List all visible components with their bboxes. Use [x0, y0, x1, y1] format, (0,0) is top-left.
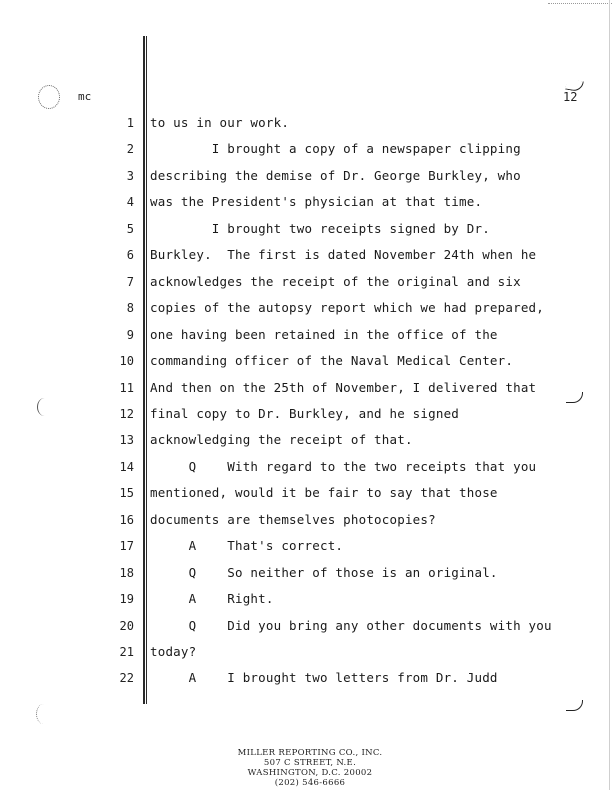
line-number: 21: [119, 645, 134, 659]
line-number: 2: [126, 142, 134, 157]
line-number: 18: [119, 565, 134, 580]
footer-company: MILLER REPORTING CO., INC.: [237, 748, 383, 758]
line-text: A Right.: [150, 591, 274, 607]
line-text: commanding officer of the Naval Medical Center.: [150, 353, 514, 369]
line-text: Q So neither of those is an original.: [150, 564, 498, 580]
line-number: 17: [119, 539, 134, 554]
line-number: 11: [119, 380, 134, 395]
line-text: final copy to Dr. Burkley, and he signed: [150, 405, 460, 421]
line-number: 12: [119, 406, 134, 421]
line-text: acknowledges the receipt of the original and six: [150, 273, 521, 289]
hole-punch-icon: [38, 85, 60, 109]
line-number: 6: [126, 248, 134, 263]
line-text: was the President's physician at that time.: [150, 194, 483, 210]
top-edge-mark: [548, 0, 612, 4]
line-number: 19: [119, 592, 134, 607]
line-text: copies of the autopsy report which we had prepared,: [150, 300, 545, 316]
line-number: 7: [126, 274, 134, 289]
line-number: 8: [126, 301, 134, 316]
line-number: 13: [119, 433, 134, 448]
line-number: 15: [119, 486, 134, 501]
line-number: 4: [126, 195, 134, 210]
footer-phone: (202) 546-6666: [274, 778, 346, 788]
margin-rule: [146, 36, 147, 704]
checkmark-icon: [566, 392, 583, 403]
footer-street: 507 C STREET, N.E.: [263, 758, 357, 768]
right-edge-line: [609, 0, 610, 790]
hole-punch-arc-icon: [37, 398, 52, 416]
line-number: 20: [119, 618, 134, 633]
line-text: A I brought two letters from Dr. Judd: [150, 670, 498, 686]
footer-city: WASHINGTON, D.C. 20002: [247, 768, 373, 778]
line-text: today?: [150, 644, 197, 659]
line-text: I brought a copy of a newspaper clipping: [150, 141, 521, 157]
line-text: describing the demise of Dr. George Burkley, who: [150, 167, 521, 183]
line-number: 9: [126, 327, 134, 342]
line-text: And then on the 25th of November, I delivered that: [150, 379, 537, 395]
line-text: one having been retained in the office of the: [150, 326, 498, 342]
hole-punch-arc-icon: [36, 704, 51, 724]
line-number: 16: [119, 512, 134, 527]
checkmark-icon: [566, 700, 583, 711]
line-text: mentioned, would it be fair to say that those: [150, 485, 498, 501]
line-text: A That's correct.: [150, 538, 344, 554]
line-text: to us in our work.: [150, 115, 290, 130]
line-text: I brought two receipts signed by Dr.: [150, 220, 490, 236]
line-text: Q With regard to the two receipts that you: [150, 458, 537, 474]
reporter-footer: [0, 748, 612, 788]
line-number: 22: [119, 671, 134, 686]
line-number: 1: [126, 116, 134, 130]
line-number: 5: [126, 221, 134, 236]
margin-rule: [143, 36, 145, 704]
reporter-initials: mc: [78, 90, 92, 103]
line-text: documents are themselves photocopies?: [150, 511, 436, 527]
page-number: 12: [563, 90, 578, 104]
line-text: acknowledging the receipt of that.: [150, 432, 413, 448]
line-number: 14: [119, 459, 134, 474]
line-number: 3: [126, 168, 134, 183]
line-number: 10: [119, 354, 134, 369]
line-text: Q Did you bring any other documents with you: [150, 617, 552, 633]
line-text: Burkley. The first is dated November 24th when he: [150, 247, 537, 263]
